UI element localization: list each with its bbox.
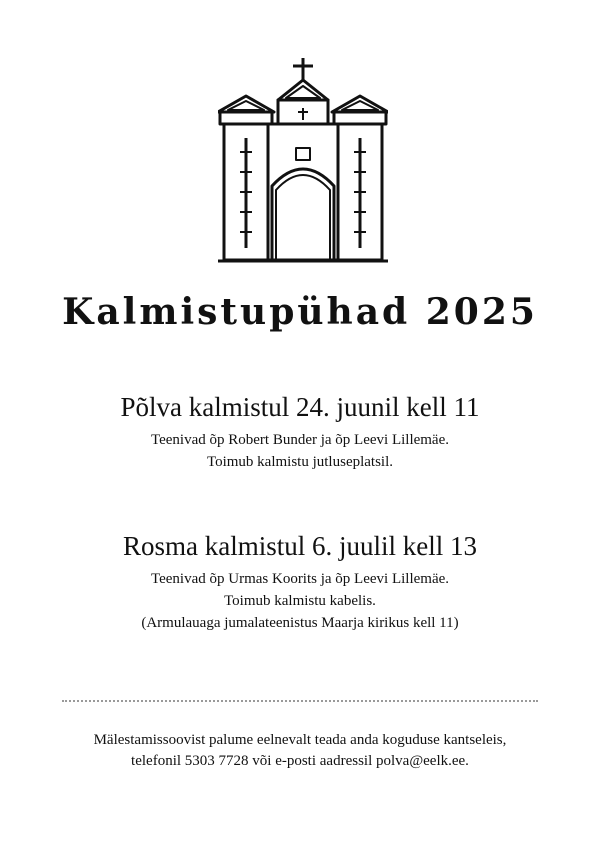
- footer-note: [0, 730, 600, 772]
- event-line: Teenivad õp Urmas Koorits ja õp Leevi Lillemäe.: [150, 571, 450, 587]
- event-heading: Rosma kalmistul 6. juulil kell 13: [123, 531, 477, 561]
- event-line: (Armulauaga jumalateenistus Maarja kirikus kell 11): [141, 615, 459, 631]
- dotted-divider: [62, 700, 538, 702]
- event-line: Toimub kalmistu jutluseplatsil.: [206, 454, 394, 470]
- event-line: Teenivad õp Robert Bunder ja õp Leevi Lillemäe.: [150, 432, 449, 448]
- event-heading: Põlva kalmistul 24. juunil kell 11: [120, 392, 480, 422]
- event-polva: [0, 390, 600, 473]
- event-line: Toimub kalmistu kabelis.: [224, 593, 376, 609]
- event-rosma: [0, 529, 600, 634]
- footer-line: Mälestamissoovist palume eelnevalt teada anda koguduse kantseleis,: [93, 732, 507, 748]
- page-title: Kalmistupühad 2025: [62, 291, 538, 333]
- footer-line: telefonil 5303 7728 või e-posti aadressil polva@eelk.ee.: [131, 753, 469, 769]
- church-gate-icon: [218, 56, 388, 266]
